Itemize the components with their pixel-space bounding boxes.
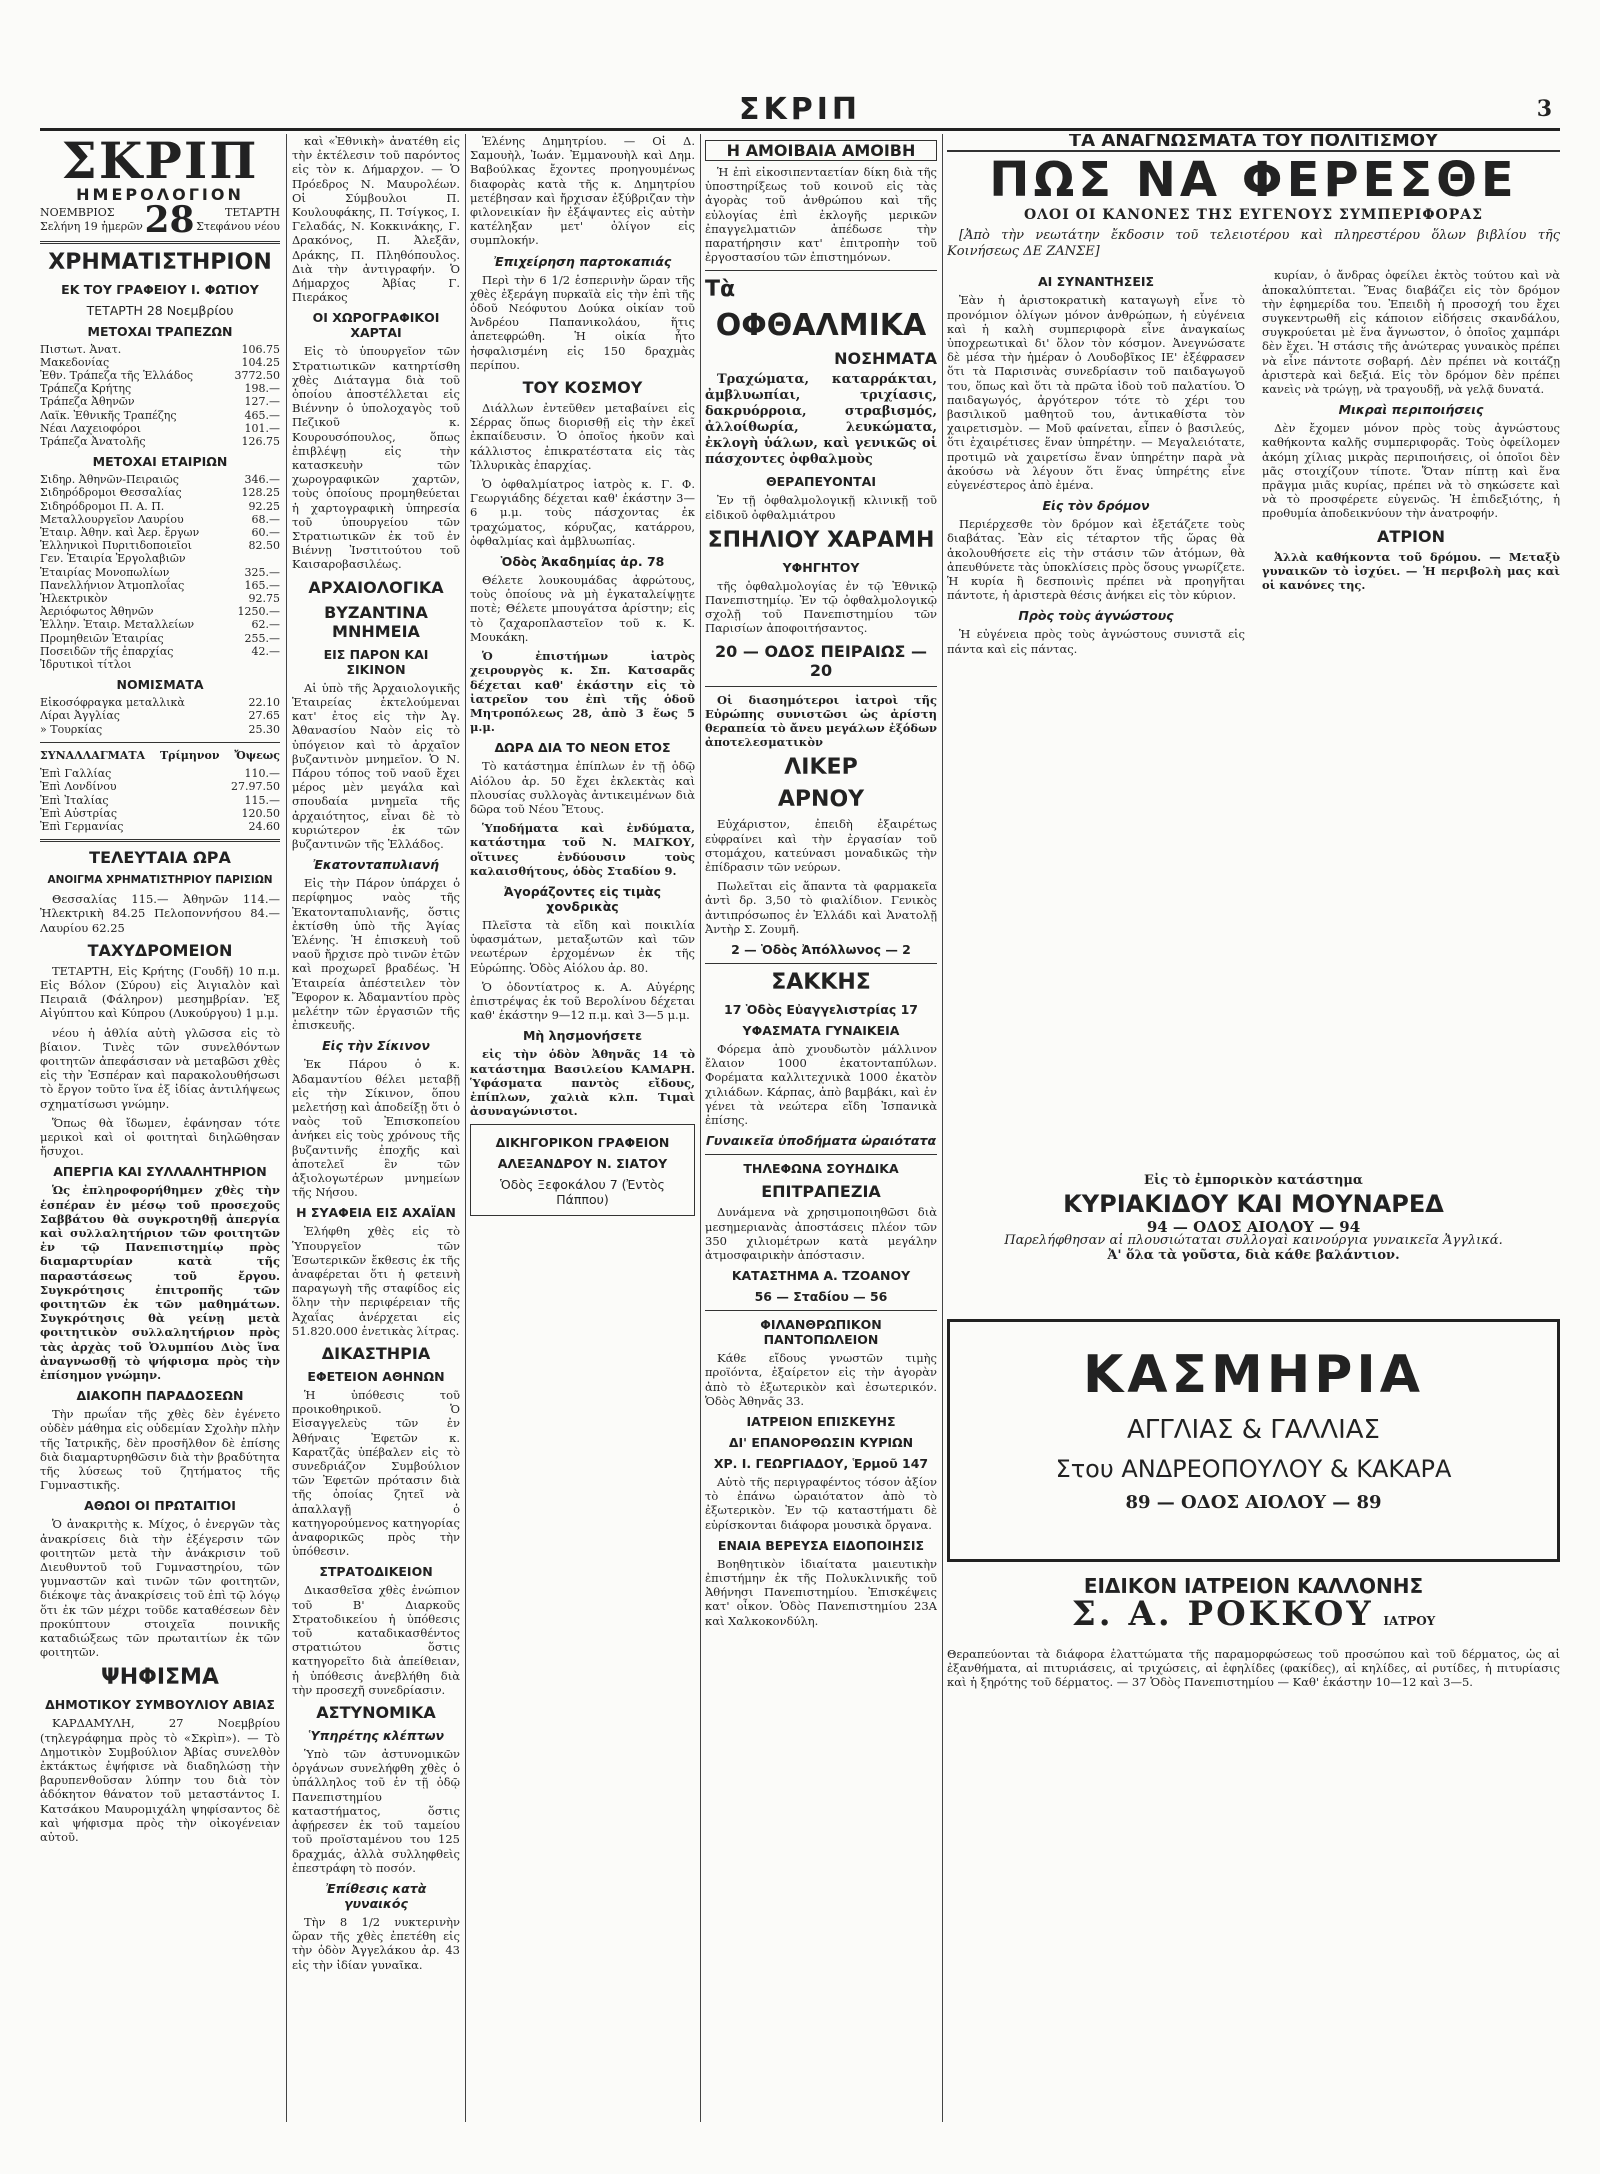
quote-value: 198.—: [244, 382, 280, 396]
exchange-header: [40, 749, 280, 763]
law-office-title: ΔΙΚΗΓΟΡΙΚΟΝ ΓΡΑΦΕΙΟΝ: [495, 1135, 670, 1151]
beauty-clinic-name: Σ. Α. ΡΟΚΚΟΥ: [1071, 1594, 1374, 1635]
quote-name: Εἰκοσόφραγκα μεταλλικὰ: [40, 696, 185, 710]
parade-title: ΔΙΑΚΟΠΗ ΠΑΡΑΔΟΣΕΩΝ: [76, 1388, 244, 1404]
quote-value: 22.10: [248, 696, 280, 710]
etiquette-right-text-2: Δὲν ἔχομεν μόνον πρὸς τοὺς ἀγνώστους καθήκοντα καλῆς συμπεριφορᾶς. Τοὺς ὀφείλομεν ἀκόμη χίλιας μικρὰς περιποιήσεις, οἱ ὁποῖοι δὲν μᾶς στοιχίζουν τίποτε. Ὅταν πίπτῃ καὶ ἕνα πρᾶγμα μιᾶς κυρίας, πρέπει νὰ τὸ σηκώσετε καὶ νὰ τὸ προσφέρετε εὐγενῶς. Ἡ ἐπιδεξιότης, ἡ προθυμία ἀποδεικνύουν τὴν ἀνατροφήν.: [1262, 421, 1560, 521]
quote-name: Ἀεριόφωτος Ἀθηνῶν: [40, 605, 154, 619]
quote-row: [40, 369, 280, 382]
quote-row: [40, 794, 280, 807]
tax-title: Η ΣΥΑΦΕΙΑ ΕΙΣ ΑΧΑΪΑΝ: [296, 1205, 456, 1221]
last-hour-title: ΤΕΛΕΥΤΑΙΑ ΩΡΑ: [89, 848, 231, 868]
quote-value: 1250.—: [237, 605, 280, 619]
bank-shares-title: ΜΕΤΟΧΑΙ ΤΡΑΠΕΖΩΝ: [87, 323, 233, 339]
resolution-title: ΨΗΦΙΣΜΑ: [101, 1665, 219, 1691]
cashmere-ad: [947, 1319, 1560, 1562]
cashmere-subtitle: ΑΓΓΛΙΑΣ & ΓΑΛΛΙΑΣ: [1127, 1415, 1380, 1445]
newspaper-title: ΣΚΡΙΠ: [739, 92, 861, 127]
quote-name: Ἑλληνικοὶ Πυριτιδοποιεῖοι: [40, 539, 192, 553]
fabric-subtitle: 17 Ὁδὸς Εὐαγγελιστρίας 17: [724, 1002, 918, 1018]
law-office-ad: [470, 1124, 695, 1216]
quote-row: [40, 343, 280, 356]
divider: [40, 742, 280, 743]
divider: [705, 1310, 937, 1311]
tech-title: ΦΙΛΑΝΘΡΩΠΙΚΟΝ ΠΑΝΤΟΠΩΛΕΙΟΝ: [760, 1317, 882, 1348]
beauty-clinic-role: ΙΑΤΡΟΥ: [1383, 1614, 1436, 1629]
beauty-clinic-text: Θεραπεύονται τὰ διάφορα ἐλαττώματα τῆς παραμορφώσεως τοῦ προσώπου καὶ τοῦ δέρματος, ὡς αἱ ἐξανθήματα, αἱ πιτυριάσεις, αἱ τριχώσεις, αἱ ἐφηλίδες (φακίδες), αἱ κηλίδες, αἱ ρυτίδες, ἡ πιτυρίασις καὶ ἡ ξηρότης τοῦ δέρματος. — 37 Ὁδὸς Πανεπιστημίου — Καθ' ἑκάστην 10—12 καὶ 3—5.: [947, 1646, 1560, 1690]
bourse-subtitle: ΕΚ ΤΟΥ ΓΡΑΦΕΙΟΥ Ι. ΦΩΤΙΟΥ: [61, 281, 259, 297]
paragraph: νέου ἡ ἀθλία αὐτὴ γλῶσσα εἰς τὸ βίαιον. Τινὲς τῶν συνελθόντων φοιτητῶν ἀπεφάσισαν νὰ μεταβῶσι χθὲς εἰς τὴν Ἐσπέραν καὶ παρακολουθήσωσι τὸ ἔργον τοῦτο ἵνα ἐξ ἰδίας ἀντιλήψεως σχηματίσωσι γνώμην.: [40, 1025, 280, 1111]
quote-row: [40, 723, 280, 736]
police-text: Ὑπὸ τῶν ἀστυνομικῶν ὀργάνων συνελήφθη χθὲς ὁ ὑπάλληλος τοῦ ἐν τῇ ὁδῷ Πανεπιστημίου καταστήματος, ὅστις ἀφῄρεσεν ἐκ τοῦ ταμείου τοῦ προϊσταμένου του 125 δραχμάς, ἀλλὰ συλληφθεὶς ἐπεστράφη τὸ ποσόν.: [292, 1747, 460, 1875]
quote-name: Ἡλεκτρικὸν: [40, 592, 108, 606]
etiquette-article: [947, 134, 1560, 1108]
culture-header: ΤΑ ΑΝΑΓΝΩΣΜΑΤΑ ΤΟΥ ΠΟΛΙΤΙΣΜΟΥ: [947, 134, 1560, 152]
quote-row: [40, 767, 280, 780]
quote-value: 128.25: [241, 486, 280, 500]
quote-value: 325.—: [244, 565, 280, 579]
cashmere-shop: Στου ΑΝΔΡΕΟΠΟΥΛΟΥ & ΚΑΚΑΡΑ: [1055, 1455, 1452, 1483]
column-2: [292, 134, 460, 2122]
quote-value: 104.25: [241, 355, 280, 369]
clinic-name: ΧΡ. Ι. ΓΕΩΡΓΙΑΔΟΥ, Ἑρμοῦ 147: [713, 1455, 929, 1471]
world-title: ΤΟΥ ΚΟΣΜΟΥ: [522, 378, 643, 398]
quote-name: Ἐπὶ Γερμανίας: [40, 819, 124, 833]
quote-name: Ἑταιρ. Ἀθην. καὶ Ἀερ. ἔργων: [40, 526, 200, 540]
quote-row: [40, 395, 280, 408]
quote-name: Ἐπὶ Γαλλίας: [40, 767, 112, 781]
column-3: [470, 134, 695, 2122]
shop-text-2: Ἀ' ὅλα τὰ γοῦστα, διὰ κάθε βαλάντιον.: [1107, 1247, 1400, 1263]
quote-row: [40, 473, 280, 486]
quote-row: [40, 356, 280, 369]
ad5-text: εἰς τὴν ὁδὸν Ἀθηνᾶς 14 τὸ κατάστημα Βασιλείου ΚΑΜΑΡΗ. Ὑφάσματα παντὸς εἴδους, ἐπίπλων, χαλιὰ κλπ. Τιμαὶ ἀσυναγώνιστοι.: [470, 1047, 695, 1119]
sikinos-title: Εἰς τὴν Σίκινον: [322, 1038, 430, 1054]
shop-name: ΚΥΡΙΑΚΙΔΟΥ ΚΑΙ ΜΟΥΝΑΡΕΔ: [1063, 1190, 1444, 1219]
gifts-text: Τὸ κατάστημα ἐπίπλων ἐν τῇ ὁδῷ Αἰόλου ἀρ. 50 ἔχει ἐκλεκτὰς καὶ πλουσίας συλλογὰς ἀντικειμένων διὰ δῶρα τοῦ Νέου Ἔτους.: [470, 759, 695, 816]
quote-name: Μακεδονίας: [40, 355, 110, 369]
resolution-subtitle: ΔΗΜΟΤΙΚΟΥ ΣΥΜΒΟΥΛΙΟΥ ΑΒΙΑΣ: [45, 1697, 275, 1713]
page-number: 3: [1536, 96, 1552, 122]
quote-value: 60.—: [251, 526, 280, 540]
ad1-title: Ὁδὸς Ἀκαδημίας ἀρ. 78: [500, 554, 665, 570]
quote-row: [40, 382, 280, 395]
quote-row: [40, 500, 280, 513]
quote-row: [40, 696, 280, 709]
quote-row: [40, 566, 280, 579]
almanac-brand: ΣΚΡΙΠ: [61, 134, 259, 190]
quote-name: Λίραι Ἀγγλίας: [40, 709, 120, 723]
paragraph: Ἑλένης Δημητρίου. — Οἱ Δ. Σαμουὴλ, Ἰωάν. Ἐμμανουὴλ καὶ Δημ. Βαβούλκας ἔχοντες προηγουμένως διαφορὰς κατὰ τῆς κ. Δημητρίου μετέβησαν καὶ ἤρχισαν ἐξύβριζαν τὴν φιλονεικίαν ἣν ἐξάψαντες εἰς αὐτὴν κατέληξαν μετ' ὀλίγον εἰς συμπλοκήν.: [470, 134, 695, 248]
eye-title-3: ΝΟΣΗΜΑΤΑ: [834, 349, 937, 369]
quote-value: 255.—: [244, 631, 280, 645]
masthead: [40, 92, 1560, 131]
quote-row: [40, 820, 280, 833]
column-divider: [942, 134, 943, 2122]
ad1-text: Θέλετε λουκουμάδας ἀφρώτους, τοὺς ὁποίους νὰ μὴ ἐγκαταλείψῃτε ποτὲ; Θέλετε μπουγάτσα ἀρίστην; εἰς τὸ ζαχαροπλαστεῖον τοῦ κ. Κ. Μουκάκη.: [470, 573, 695, 644]
byzantine-subtitle: ΕΙΣ ΠΑΡΟΝ ΚΑΙ ΣΙΚΙΝΟΝ: [323, 646, 429, 677]
quote-value: 120.50: [241, 806, 280, 820]
ad3-text: Πλεῖστα τὰ εἴδη καὶ ποικιλία ὑφασμάτων, μεταξωτῶν καὶ τῶν νεωτέρων ἐρχομένων ἐκ τῆς Εὐρώπης. Ὁδὸς Αἰόλου ἀρ. 80.: [470, 917, 695, 975]
clinic-text: Αὐτὸ τῆς περιγραφέντος τόσον ἀξίον τὸ ἐπάνω ὡραιότατον ἀπὸ τὸ ἐξωτερικὸν. Ἐν τῷ καταστήματι δὲ εὑρίσκονται διάφορα μουσικὰ ὄργανα.: [705, 1474, 937, 1532]
doctor-subtitle: ΥΦΗΓΗΤΟΥ: [782, 559, 860, 575]
quote-name: Σιδηρόδρομοι Π. Α. Π.: [40, 499, 165, 513]
women-text: Τὴν 8 1/2 νυκτερινὴν ὥραν τῆς χθὲς ἐπετέθη εἰς τὴν ὁδὸν Ἀγγελάκου ἀρ. 43 εἰς τὴν ἰδίαν γυναῖκα.: [292, 1914, 460, 1972]
byzantine-text: Αἱ ὑπὸ τῆς Ἀρχαιολογικῆς Ἑταιρείας ἐκτελούμεναι κατ' ἐτος εἰς τὴν Ἀγ. Ἀθανασίου Ναὸν εἰς τὸ ὑπόγειον καὶ τὸ ἀρχαῖον βυζαντινὸν μνημεῖον. Ὁ Ν. Πάρου τόπος τοῦ ναοῦ ἔχει μέρος μὲν μεγάλα καὶ σπουδαία μνημεῖα τῆς ἀρχαιότητος, εἶναι δὲ τὸ κυριώτερον ἐκ τῶν βυζαντινῶν τῆς Ἑλλάδος.: [292, 680, 460, 851]
tech-text: Κάθε εἴδους γνωστῶν τιμὴς προϊόντα, ἐξαίρετον εἰς τὴν ἀγορὰν ἀπὸ τὸ ἐξωτερικὸν καὶ ἐσωτερικόν. Ὁδὸς Ἀθηνᾶς 33.: [705, 1351, 937, 1408]
liquor-title-2: ΑΡΝΟΥ: [777, 787, 865, 813]
liquor-text-2: Εὐχάριστον, ἐπειδὴ ἐξαιρέτως εὐφραίνει καὶ τὴν ἐργασίαν τοῦ στομάχου, κατεύνασι μοναδικῶς τὴν ἐπίδρασιν τῶν νεύρων.: [705, 817, 937, 875]
etiquette-left-text: Ἐὰν ἡ ἀριστοκρατικὴ καταγωγὴ εἶνε τὸ προνόμιον ὀλίγων μόνον ἀνθρώπων, ἡ εὐγένεια καὶ ἡ καλὴ συμπεριφορὰ εἶνε ἀναγκαίως ὑποχρεωτικαὶ δι' ὅλον τὸν κόσμον. Ἀνεγνώσατε δὲ μέσα τὴν ἡμέραν ὁ Λουδοβῖκος ΙΕ' ἐξέφρασεν ὅτι τὰ Παρισινὰς συνεδρίασιν τοῦ παιδαγωγοῦ του, ὅπως καὶ ὅτι τὰ πρῶτα ἰδοὺ τοῦ παλατίου. Ὁ παιδαγωγός, ἀργότερον τότε τὸ χέρι του βασιλικοῦ μαθητοῦ του, ἀντικαθίστα τὸν χαιρετισμὸν. — Μοῦ φαίνεται, εἶπεν ὁ βασιλεύς, ὅτι ἐχαιρέτισες ἕναν ὑπηρέτην. — Μεγαλειότατε, προτιμῶ νὰ χαιρετίσω ἕναν ὑπηρέτην παρὰ νὰ ἀκούσω νὰ λέγουν ὅτι ἕνας ὑπηρέτης εἶνε εὐγενέστερος ἀπὸ ἐμένα.: [947, 293, 1245, 493]
post-title: ΤΑΧΥΔΡΟΜΕΙΟΝ: [87, 940, 233, 960]
archaeology-title: ΑΡΧΑΙΟΛΟΓΙΚΑ: [308, 577, 444, 597]
cashmere-title: ΚΑΣΜΗΡΙΑ: [1082, 1345, 1425, 1405]
court-text: Ἡ ὑπόθεσις τοῦ προικοθηρικοῦ. Ὁ Εἰσαγγελεὺς τῶν ἐν Ἀθήναις Ἐφετῶν κ. Καρατζᾶς ὑπέβαλεν εἰς τὸ συνεδριάζον Συμβούλιον τῶν Ἐφετῶν πρότασιν διὰ τῆς ὁποίας ζητεῖ νὰ ἀπαλλαγῇ ὁ κατηγορούμενος κατηγορίας ἀναφορικῶς πρὸς τὴν ὑπόθεσιν.: [292, 1388, 460, 1559]
quote-value: 92.75: [248, 592, 280, 606]
students-title: ΑΘΩΟΙ ΟΙ ΠΡΩΤΑΙΤΙΟΙ: [84, 1498, 236, 1514]
furniture-text: Δυνάμενα νὰ χρησιμοποιηθῶσι διὰ μεσημεριανὰς ἀποστάσεις πλέον τῶν 350 χιλιομέτρων κατὰ μεγάλην ἀτμοσφαιρικὴν ἀπόστασιν.: [705, 1205, 937, 1262]
divider: [705, 270, 937, 271]
quote-value: 110.—: [244, 767, 280, 781]
divider: [705, 963, 937, 964]
quote-name: Ἐθν. Τράπεζα τῆς Ἑλλάδος: [40, 369, 194, 383]
quote-row: [40, 409, 280, 422]
etiquette-left-text-2: Περιέρχεσθε τὸν δρόμον καὶ ἐξετάζετε τοὺς διαβάτας. Ἐὰν εἰς τέταρτον τῆς ὥρας θὰ ἀκολουθήσετε εἰς τὴν στάσιν τῶν ἀτόμων, θὰ ἀπευθύνετε τὰς ὑποκλίσεις πρὸς ὅσους γνωρίζετε. Ἡ κυρία ἢ δεσποινὶς πρέπει νὰ προηγῆται πάντοτε, ἡ ἀριστερὰ θέσις ἀνήκει εἰς τὸν κύριον.: [947, 517, 1245, 603]
almanac-weekday: ΤΕΤΑΡΤΗ: [225, 206, 280, 220]
maps-title: ΟΙ ΧΩΡΟΓΡΑΦΙΚΟΙ ΧΑΡΤΑΙ: [312, 310, 440, 341]
etiquette-intro: [Ἀπὸ τὴν νεωτάτην ἔκδοσιν τοῦ τελειοτέρου καὶ πληρεστέρου ὅλων βιβλίου τῆς Κοινήσεως ΔΕ ΖΑΝΣΕ]: [947, 228, 1560, 260]
sikinos-text: Ἐκ Πάρου ὁ κ. Ἀδαμαντίου θέλει μεταβῇ εἰς τὴν Σίκινον, ὅπου μελετήσῃ καὶ ἀποδείξῃ ὅτι ὁ ναὸς τοῦ Ἐπισκοπείου ἀνήκει εἰς τοὺς χρόνους τῆς βυζαντινῆς ἐποχῆς καὶ ἀποτελεῖ ἓν τῶν ἀξιολογωτέρων μνημείων τῆς Νήσου.: [292, 1057, 460, 1200]
column-1: [40, 134, 280, 2122]
almanac-saint: Στεφάνου νέου: [196, 220, 280, 234]
quote-row: [40, 513, 280, 526]
last-hour-subtitle: ΑΝΟΙΓΜΑ ΧΡΗΜΑΤΙΣΤΗΡΙΟΥ ΠΑΡΙΣΙΩΝ: [47, 874, 273, 887]
strike-title: ΑΠΕΡΓΙΑ ΚΑΙ ΣΥΛΛΑΛΗΤΗΡΙΟΝ: [53, 1164, 267, 1180]
quote-row: [40, 709, 280, 722]
byzantine-title: ΒΥΖΑΝΤΙΝΑ ΜΝΗΜΕΙΑ: [324, 602, 428, 641]
column-4: [705, 134, 937, 2122]
quote-name: Ἐπὶ Ἰταλίας: [40, 793, 109, 807]
quote-name: Νέαι Λαχειοφόροι: [40, 421, 141, 435]
liquor-text-3: Πωλεῖται εἰς ἅπαντα τὰ φαρμακεῖα ἀντὶ δρ. 3,50 τὸ φιαλίδιον. Γενικὸς ἀντιπρόσωπος ἐν Ἑλλάδι καὶ Ἀνατολῇ Ἀντὴρ Σ. Ζουμῆ.: [705, 879, 937, 936]
almanac-day: 28: [144, 199, 195, 242]
students-text: Ὁ ἀνακριτὴς κ. Μίχος, ὁ ἐνεργῶν τὰς ἀνακρίσεις διὰ τὴν ἐξέγερσιν τῶν φοιτητῶν μετὰ τὴν ἀνάκρισιν τοῦ Διευθυντοῦ τοῦ Γυμναστηρίου, τῶν γυμναστῶν καὶ τινῶν τῶν φοιτητῶν, διέκοψε τὰς ἀνακρίσεις τοῦ ἐπὶ τῷ λόγῳ ὅτι ἐκ τῶν μέχρι τοῦδε καταθέσεων δὲν προκύπτουν στοιχεῖα ποινικῆς καταδιώξεως τῶν πρωταιτίων ἐκ τῶν φοιτητῶν.: [40, 1517, 280, 1660]
quote-row: [40, 486, 280, 499]
quote-name: Σιδηρ. Ἀθηνῶν-Πειραιῶς: [40, 473, 179, 487]
almanac-moon: Σελήνη 19 ἡμερῶν: [40, 220, 143, 234]
ad3-title: Ἀγοράζοντες εἰς τιμὰς χονδρικὰς: [503, 883, 662, 914]
next-issue-title: ΑΤΡΙΟΝ: [1377, 526, 1445, 546]
etiquette-title: ΠΩΣ ΝΑ ΦΕΡΕΣΘΕ: [989, 152, 1518, 209]
exchange-table: [40, 767, 280, 833]
clinic-address: 20 — ΟΔΟΣ ΠΕΙΡΑΙΩΣ — 20: [715, 641, 927, 680]
quote-value: 165.—: [244, 578, 280, 592]
divider: [705, 1154, 937, 1155]
quote-name: Σιδηρόδρομοι Θεσσαλίας: [40, 486, 182, 500]
quote-name: Ἐπὶ Αὐστρίας: [40, 806, 118, 820]
quote-name: Ἑταιρίας Μονοπωλίων: [40, 565, 170, 579]
street-title: Εἰς τὸν δρόμον: [1042, 498, 1150, 514]
mutual-title: Η ΑΜΟΙΒΑΙΑ ΑΜΟΙΒΗ: [705, 140, 937, 161]
quote-value: 92.25: [248, 499, 280, 513]
quote-value: 126.75: [241, 435, 280, 449]
liquor-title: ΛΙΚΕΡ: [784, 755, 858, 781]
liquor-text: Οἱ διασημότεροι ἰατροὶ τῆς Εὐρώπης συνιστῶσι ὡς ἀρίστη θεραπεία τὸ ἄνευ μεγάλων ἐξόδων ἀποτελεσματικὸν: [705, 692, 937, 750]
quote-row: [40, 780, 280, 793]
next-issue-text: Ἀλλὰ καθήκοντα τοῦ δρόμου. — Μεταξὺ γυναικῶν τὸ ἰσχύει. — Ἡ περιβολὴ μας καὶ οἱ κανόνες της.: [1262, 549, 1560, 593]
parade-text: Τὴν πρωΐαν τῆς χθὲς δὲν ἐγένετο οὐδὲν μάθημα εἰς οὐδεμίαν Σχολὴν πλὴν τῆς Ἰατρικῆς, δὲν προσῆλθον δὲ ἐπίσης διὰ διαμαρτυρηθῶσιν διὰ τὴν βραδύτητα τῆς λύσεως τοῦ ζητήματος τῆς Γυμναστικῆς.: [40, 1407, 280, 1493]
divider: [705, 686, 937, 687]
cure-title: ΘΕΡΑΠΕΥΟΝΤΑΙ: [766, 474, 876, 490]
quote-row: [40, 552, 280, 565]
quote-row: [40, 618, 280, 631]
police-subtitle: Ὑπηρέτης κλέπτων: [308, 1728, 444, 1744]
quote-name: Τράπεζα Ἀνατολῆς: [40, 435, 146, 449]
doctor-text: Ὁ ὀφθαλμίατρος ἰατρὸς κ. Γ. Φ. Γεωργιάδης δέχεται καθ' ἑκάστην 3—6 μ.μ. τοὺς πάσχοντας ἐκ τραχώματος, κόρυζας, κατάρρου, ὀφθαλμίας καὶ ἀμβλυωπίας.: [470, 477, 695, 548]
almanac-month: ΝΟΕΜΒΡΙΟΣ: [40, 206, 115, 220]
coins-title: ΝΟΜΙΣΜΑΤΑ: [116, 677, 204, 693]
resolution-text: ΚΑΡΔΑΜΥΛΗ, 27 Νοεμβρίου (τηλεγράφημα πρὸς τὸ «Σκρὶπ»). — Τὸ Δημοτικὸν Συμβούλιον Ἀβίας συνελθὸν ἐκτάκτως ἐψήφισε νὰ διαδηλώσῃ τὴν βαρυπενθοῦσαν λύπην του διὰ τὸν ἀδόκητον θάνατον τοῦ μεταστάντος Ι. Κατσάκου Μαυρομιχάλη ψηφίσαντος δὲ καὶ ψήφισμα πρὸς τὴν οἰκογένειαν αὐτοῦ.: [40, 1716, 280, 1845]
shop-ad: [947, 1174, 1560, 1263]
exchange-sub: Τρίμηνον: [159, 748, 220, 762]
quote-value: 82.50: [248, 539, 280, 553]
military-title: ΣΤΡΑΤΟΔΙΚΕΙΟΝ: [319, 1564, 433, 1580]
furniture-shop: ΚΑΤΑΣΤΗΜΑ Α. ΤΖΟΑΝΟΥ: [731, 1268, 911, 1284]
paragraph: Ὅπως θὰ ἴδωμεν, ἐφάνησαν τότε μερικοὶ καὶ οἱ φοιτηταὶ διηλῶθησαν ἤσυχοι.: [40, 1115, 280, 1159]
quote-name: » Τουρκίας: [40, 722, 103, 736]
shop-text: Παρελήφθησαν αἱ πλουσιώταται συλλογαὶ καινούργια γυναικεῖα Ἀγγλικά.: [1004, 1233, 1503, 1249]
military-text: Δικασθεῖσα χθὲς ἐνώπιον τοῦ Β' Διαρκοῦς Στρατοδικείου ἡ ὑπόθεσις τοῦ καταδικασθέντος στρατιώτου ὅστις κατηγορεῖτο διὰ ἀπείθειαν, ἡ ὑπόθεσις ἀνεβλήθη διὰ τὴν προσεχῆ συνεδρίασιν.: [292, 1583, 460, 1697]
exchange-title: ΣΥΝΑΛΛΑΓΜΑΤΑ: [40, 748, 146, 762]
strike-text: Ὡς ἐπληροφορήθημεν χθὲς τὴν ἑσπέραν ἐν μέσῳ τοῦ προσεχοῦς Σαββάτου θὰ συγκροτηθῇ ἀπεργία καὶ συλλαλητήριον τῶν φοιτητῶν ἐν τῷ Πανεπιστημίῳ πρὸς διαμαρτυρίαν κατὰ τῆς παραστάσεως τοῦ ἔργου. Συγκρότησις ἐπιτροπῆς τῶν φοιτητῶν ἐκ τῶν μαθημάτων. Συγκρότησις θὰ γείνῃ μετὰ φοιτητικὸν συλλαλητήριον πρὸς τὰς ἀρχὰς τοῦ Ὀλυμπίου Διὸς ἵνα ἀναγνωσθῇ τὸ ψήφισμα πρὸς τὴν ἐπίσημον γνώμην.: [40, 1183, 280, 1382]
quote-name: Πανελλήνιον Ἀτμοπλοΐας: [40, 578, 185, 592]
quote-row: [40, 435, 280, 448]
pharmacy-text: Βοηθητικὸν ἰδιαίτατα μαιευτικὴν ἐπιστήμην ἐκ τῆς Πολυκλινικῆς τοῦ Ἀθήνησι Πανεπιστημίου. Ἐπισκέψεις κατ' οἶκον. Ὁδὸς Πανεπιστημίου 23Α καὶ Χαλκοκονδύλη.: [705, 1556, 937, 1628]
quote-name: Ἑλλην. Ἑταιρ. Μεταλλείων: [40, 618, 195, 632]
post-text: ΤΕΤΑΡΤΗ, Εἰς Κρήτης (Γουδῆ) 10 π.μ. Εἰς Βόλον (Σύρου) εἰς Ἀιγιαλὸν καὶ Πειραιᾶ (Φάληρον) μεσημβρίαν. Ἐξ Αἰγύπτου καὶ Κύπρου (Λυκούργου) 1 μ.μ.: [40, 963, 280, 1021]
quote-value: 42.—: [251, 644, 280, 658]
etiquette-left: [947, 268, 1245, 1108]
cashmere-address: 89 — ΟΔΟΣ ΑΙΟΛΟΥ — 89: [1125, 1492, 1382, 1513]
shop-address: 94 — ΟΔΟΣ ΑΙΟΛΟΥ — 94: [1146, 1218, 1361, 1237]
cards-title: Ἐπιχείρηση παρτοκαπιάς: [493, 253, 672, 269]
column-divider: [286, 134, 287, 2122]
etiquette-right-text: κυρίαν, ὁ ἄνδρας ὀφείλει ἐκτὸς τούτου καὶ νὰ ἀποκαλύπτεται. Ἕνας διαβάζει εἰς τὸν δρόμον τὴν ἐφημερίδα του. Ἐπειδὴ ἡ προσοχή του ἔχει συγκεντρωθῆ εἰς κάποιον εἰδήσεις σκανδάλου, συγκρούεται μὲ ἕνα ἄγνωστον, ὁ ὁποῖος χαμπάρι δὲν ἔχει. Ἡ στάσις τῆς ἀνώτερας γυναικὸς πρέπει νὰ εἶνε πάντοτε σοβαρή. Δὲν πρέπει νὰ κοιτάζῃ ἀριστερὰ καὶ δεξιά. Εἰς τὸν δρόμον δὲν πρέπει κανεὶς νὰ τρώγῃ, νὰ τραγουδῇ, νὰ γελᾷ δυνατά.: [1262, 268, 1560, 397]
eka-text: Εἰς τὴν Πάρον ὑπάρχει ὁ περίφημος ναὸς τῆς Ἐκατονταπυλιανῆς, ὅστις ἐκτίσθη ὑπὸ τῆς Ἁγίας Ἑλένης. Ἡ ἐπισκευὴ τοῦ ναοῦ ἤρχισε πρὸ τινῶν ἐτῶν καὶ προχωρεῖ βραδέως. Ἡ Ἑταιρεία ἀπέστειλεν τὸν Ἔφορον κ. Ἀδαμαντίου πρὸς μελέτην τῶν ἐργασιῶν τῆς ἐπισκευῆς.: [292, 876, 460, 1033]
liquor-address: 2 — Ὁδὸς Ἀπόλλωνος — 2: [731, 942, 911, 958]
quote-name: Ἐπὶ Λονδίνου: [40, 780, 117, 794]
divider: [40, 839, 280, 842]
company-shares-title: ΜΕΤΟΧΑΙ ΕΤΑΙΡΙΩΝ: [92, 454, 228, 470]
etiquette-columns: [947, 268, 1560, 1108]
quote-value: 465.—: [244, 408, 280, 422]
column-divider: [700, 134, 701, 2122]
quote-row: [40, 579, 280, 592]
eye-title-2: ΟΦΘΑΛΜΙΚΑ: [715, 308, 927, 344]
quote-row: [40, 526, 280, 539]
quote-value: 24.60: [248, 819, 280, 833]
divider: [40, 241, 280, 244]
law-office-name: ΑΛΕΞΑΝΔΡΟΥ Ν. ΣΙΑΤΟΥ: [497, 1156, 668, 1172]
quote-name: Ἰδρυτικοὶ τίτλοι: [40, 658, 132, 672]
quote-row: [40, 645, 280, 658]
eka-title: Ἐκατονταπυλιανή: [312, 857, 440, 873]
fabric-subtitle-2: ΥΦΑΣΜΑΤΑ ΓΥΝΑΙΚΕΙΑ: [742, 1023, 900, 1039]
maps-text: Εἰς τὸ ὑπουργεῖον τῶν Στρατιωτικῶν κατηρτίσθη χθὲς Διάταγμα διὰ τοῦ ὁποίου ἀποστέλλεται εἰς Βιέννην ὁ ὑπολοχαγὸς τοῦ Πεζικοῦ κ. Κουρουσόπουλος, ὅπως ἐπιβλέψῃ εἰς τὴν κατασκευὴν τῶν χωρογραφικῶν χαρτῶν, τοὺς ὁποίους προμηθεύεται ἡ χαρτογραφικὴ ὑπηρεσία τοῦ ὑπουργείου τῶν Στρατιωτικῶν ἐκ τοῦ ἐν Βιέννῃ Ἰνστιτούτου τοῦ Καισαροβασιλέως.: [292, 344, 460, 572]
shop-line: Εἰς τὸ ἐμπορικὸν κατάστημα: [1144, 1173, 1363, 1188]
quote-value: [229, 552, 280, 565]
court-subtitle: ΕΦΕΤΕΙΟΝ ΑΘΗΝΩΝ: [307, 1369, 445, 1385]
quote-value: 127.—: [244, 395, 280, 409]
clinic-subtitle: ΔΙ' ΕΠΑΝΟΡΘΩΣΙΝ ΚΥΡΙΩΝ: [728, 1434, 914, 1450]
quote-value: 62.—: [251, 618, 280, 632]
beauty-clinic-title: ΕΙΔΙΚΟΝ ΙΑΤΡΕΙΟΝ ΚΑΛΛΟΝΗΣ: [1083, 1574, 1424, 1598]
fabric-end: Γυναικεῖα ὑποδήματα ὡραιότατα: [705, 1133, 937, 1149]
mutual-text: Ἡ ἐπὶ εἰκοσιπενταετίαν δίκη διὰ τῆς ὑποστηρίξεως τοῦ κοινοῦ εἰς τὰς ἀγορὰς τοῦ ἀνθρώπου καὶ τῆς εὐλογίας ἐπὶ ἐκλογῆς μερικῶν ἐπαγγελματιῶν ἀπέδωσε τὴν παρατήρησιν κατ' ἐπιτροπὴν τοῦ ἐργοστασίου τῶν ἐπιστημόνων.: [705, 165, 937, 265]
quote-value: 68.—: [251, 512, 280, 526]
bank-shares-table: [40, 343, 280, 449]
beauty-clinic-ad: [947, 1574, 1560, 1701]
quote-value: 27.97.50: [231, 780, 280, 794]
quote-value: 115.—: [244, 793, 280, 807]
quote-name: Προμηθειῶν Ἑταιρίας: [40, 631, 164, 645]
quote-row: [40, 632, 280, 645]
quote-row: [40, 539, 280, 552]
almanac-dateline: [40, 199, 280, 242]
bourse-date: ΤΕΤΑΡΤΗ 28 Νοεμβρίου: [86, 302, 234, 318]
world-text: Διάλλων ἐντεῦθεν μεταβαίνει εἰς Σέρρας ὅπως διορισθῇ εἰς τὴν ἐκεῖ ἐκπαίδευσιν. Ὁ ὁποῖος ἠκοῦν καὶ κάλλιστος ἐπικρατέστατα εἰς τὰς Ἰλλυρικὰς ἐπαρχίας.: [470, 401, 695, 472]
eye-title: Τὰ: [705, 277, 736, 303]
court-title: ΔΙΚΑΣΤΗΡΙΑ: [321, 1344, 431, 1364]
doctor-text: τῆς ὀφθαλμολογίας ἐν τῷ Ἐθνικῷ Πανεπιστημίῳ. Ἐν τῷ ὀφθαλμολογικῷ σχολῇ τοῦ Πανεπιστημίου τῶν Παρισίων ἀποφοιτήσαντος.: [705, 578, 937, 636]
quote-value: 3772.50: [234, 369, 280, 383]
strangers-title: Πρὸς τοὺς ἀγνώστους: [1018, 608, 1174, 624]
meetings-title: ΑΙ ΣΥΝΑΝΤΗΣΕΙΣ: [1037, 274, 1155, 290]
cure-text: Ἐν τῇ ὀφθαλμολογικῇ κλινικῇ τοῦ εἰδικοῦ ὀφθαλμιάτρου: [705, 493, 937, 522]
company-shares-table: [40, 473, 280, 671]
fabric-text: Φόρεμα ἀπὸ χνουδωτὸν μάλλινον ἔλαιον 1000 ἐκατονταπύλων. Φορέματα καλλιτεχνικὰ 1000 ἐκατὸν χιλιάδων. Κάρπας, ἀπὸ βαμβάκι, καὶ ἐν γένει τὰ νεώτερα εἴδη Ἰσπανικὰ ἐπίσης.: [705, 1042, 937, 1128]
tax-text: Ἐλήφθη χθὲς εἰς τὸ Ὑπουργεῖον τῶν Ἐσωτερικῶν ἔκθεσις ἐκ τῆς ἀναφέρεται ὅτι ἡ φετεινὴ παραγωγὴ τῆς σταφίδος εἰς ὅλην τὴν περιφέρειαν τῆς Ἀχαΐας ἀνέρχεται εἰς 51.820.000 ἑνετικὰς λίτρας.: [292, 1224, 460, 1338]
quote-name: Ποσειδῶν τῆς ἐπαρχίας: [40, 644, 174, 658]
furniture-subtitle: ΕΠΙΤΡΑΠΕΖΙΑ: [761, 1182, 881, 1202]
law-office-address: Ὁδὸς Ξεφοκάλου 7 (Ἐντὸς Πάππου): [500, 1177, 665, 1208]
quote-value: 346.—: [244, 473, 280, 487]
quote-name: Μεταλλουργεῖον Λαυρίου: [40, 512, 184, 526]
quote-name: Λαϊκ. Ἐθνικῆς Τραπέζης: [40, 408, 177, 422]
women-title: Ἐπίθεσις κατὰ γυναικός: [325, 1880, 427, 1911]
quote-value: 27.65: [248, 709, 280, 723]
fabric-title: ΣΑΚΚΗΣ: [771, 970, 871, 996]
gifts-title: ΔΩΡΑ ΔΙΑ ΤΟ ΝΕΟΝ ΕΤΟΣ: [494, 740, 671, 756]
quote-value: 25.30: [248, 722, 280, 736]
column-divider: [465, 134, 466, 2122]
quote-row: [40, 605, 280, 618]
police-title: ΑΣΤΥΝΟΜΙΚΑ: [316, 1703, 436, 1723]
quote-name: Γεν. Ἑταιρία Ἐργολαβιῶν: [40, 552, 186, 566]
quote-row: [40, 592, 280, 605]
clinic-title: ΙΑΤΡΕΙΟΝ ΕΠΙΣΚΕΥΗΣ: [746, 1413, 896, 1429]
coins-table: [40, 696, 280, 736]
quote-value: 106.75: [241, 342, 280, 356]
pharmacy-title: ΕΝΑΙΑ ΒΕΡΕΥΣΑ ΕΙΔΟΠΟΙΗΣΙΣ: [717, 1537, 925, 1553]
furniture-title: ΤΗΛΕΦΩΝΑ ΣΟΥΗΔΙΚΑ: [743, 1161, 899, 1177]
exchange-right: Ὄψεως: [234, 748, 280, 762]
last-hour-text: Θεσσαλίας 115.— Ἀθηνῶν 114.— Ἠλεκτρικὴ 84.25 Πελοποννήσου 84.— Λαυρίου 62.25: [40, 892, 280, 935]
ad2-text: Ὁ ἐπιστήμων ἰατρὸς χειρουργὸς κ. Σπ. Κατσαρᾶς δέχεται καθ' ἑκάστην εἰς τὸ ἰατρεῖον του ἐπὶ τῆς ὁδοῦ Μητροπόλεως 28, ἀπὸ 3 ἕως 5 μ.μ.: [470, 649, 695, 735]
column-5: [947, 134, 1560, 2122]
etiquette-left-text-3: Ἡ εὐγένεια πρὸς τοὺς ἀγνώστους συνιστᾶ εἰς πάντα καὶ εἰς πάντας.: [947, 627, 1245, 656]
quote-row: [40, 807, 280, 820]
ad4-text: Ὁ ὀδοντίατρος κ. Α. Αὐγέρης ἐπιστρέψας ἐκ τοῦ Βερολίνου δέχεται καθ' ἑκάστην 9—12 π.μ. καὶ 3—5 μ.μ.: [470, 979, 695, 1023]
furniture-address: 56 — Σταδίου — 56: [754, 1289, 888, 1305]
quote-row: [40, 658, 280, 671]
eye-text: Τραχώματα, καταρράκται, ἀμβλυωπίαι, τριχίασις, δακρυόρροια, στραβισμός, ἀλλοίθωρία, λευκώματα, ἐκλογὴ ὑάλων, καὶ γενικῶς οἱ πάσχοντες ὀφθαλμοὺς: [705, 372, 937, 468]
etiquette-subtitle: ΟΛΟΙ ΟΙ ΚΑΝΟΝΕΣ ΤΗΣ ΕΥΓΕΝΟΥΣ ΣΥΜΠΕΡΙΦΟΡΑΣ: [1023, 207, 1484, 224]
quote-value: 101.—: [244, 421, 280, 435]
cards-text: Περὶ τὴν 6 1/2 ἑσπερινὴν ὥραν τῆς χθὲς ἐξεράγη πυρκαϊὰ εἰς τὴν ἐπὶ τῆς ὁδοῦ Νεόφυτου Δούκα οἰκίαν τοῦ Ἀνδρέου Παπανικολάου, ἥτις ἀπετεφρώθη. Ἡ οἰκία ἦτο ἠσφαλισμένη εἰς 150 δραχμὰς περίπου.: [470, 272, 695, 372]
paragraph: καὶ «Ἐθνικὴ» ἀνατέθη εἰς τὴν ἐκτέλεσιν τοῦ παρόντος εἰς τὸν κ. Δήμαρχον. — Ὁ Πρόεδρος Ν. Μαυρολέων. Οἱ Σύμβουλοι Π. Κουλουφάκης, Π. Τσίγκος, Ι. Γελαδάς, Ν. Κοκκινάκης, Γ. Δρακόνος, Π. Ἀλεξᾶν, Δράκης, Π. Πληθόπουλος. Διὰ τὴν ἀντιγραφήν. Ὁ Δήμαρχος Ἀβίας Γ. Πιεράκος: [292, 134, 460, 305]
quote-row: [40, 422, 280, 435]
quote-name: Τράπεζα Ἀθηνῶν: [40, 395, 135, 409]
bourse-title: ΧΡΗΜΑΤΙΣΤΗΡΙΟΝ: [48, 249, 272, 275]
doctor-name: ΣΠΗΛΙΟΥ ΧΑΡΑΜΗ: [707, 527, 935, 553]
boots-text: Ὑποδήματα καὶ ἐνδύματα, κατάστημα τοῦ Ν. ΜΑΓΚΟΥ, οἵτινες ἐνδύουσιν τοὺς καλαισθήτους, ὁδὸς Σταδίου 9.: [470, 821, 695, 878]
quote-name: Τράπεζα Κρήτης: [40, 382, 132, 396]
quote-name: Πιστωτ. Ἀνατ.: [40, 342, 122, 356]
quote-value: [229, 658, 280, 671]
etiquette-right: [1262, 268, 1560, 1108]
almanac-subtitle: ΗΜΕΡΟΛΟΓΙΟΝ: [76, 185, 244, 204]
ad5-title: Μὴ λησμονήσετε: [522, 1028, 643, 1044]
care-title: Μικραὶ περιποιήσεις: [1338, 402, 1484, 418]
